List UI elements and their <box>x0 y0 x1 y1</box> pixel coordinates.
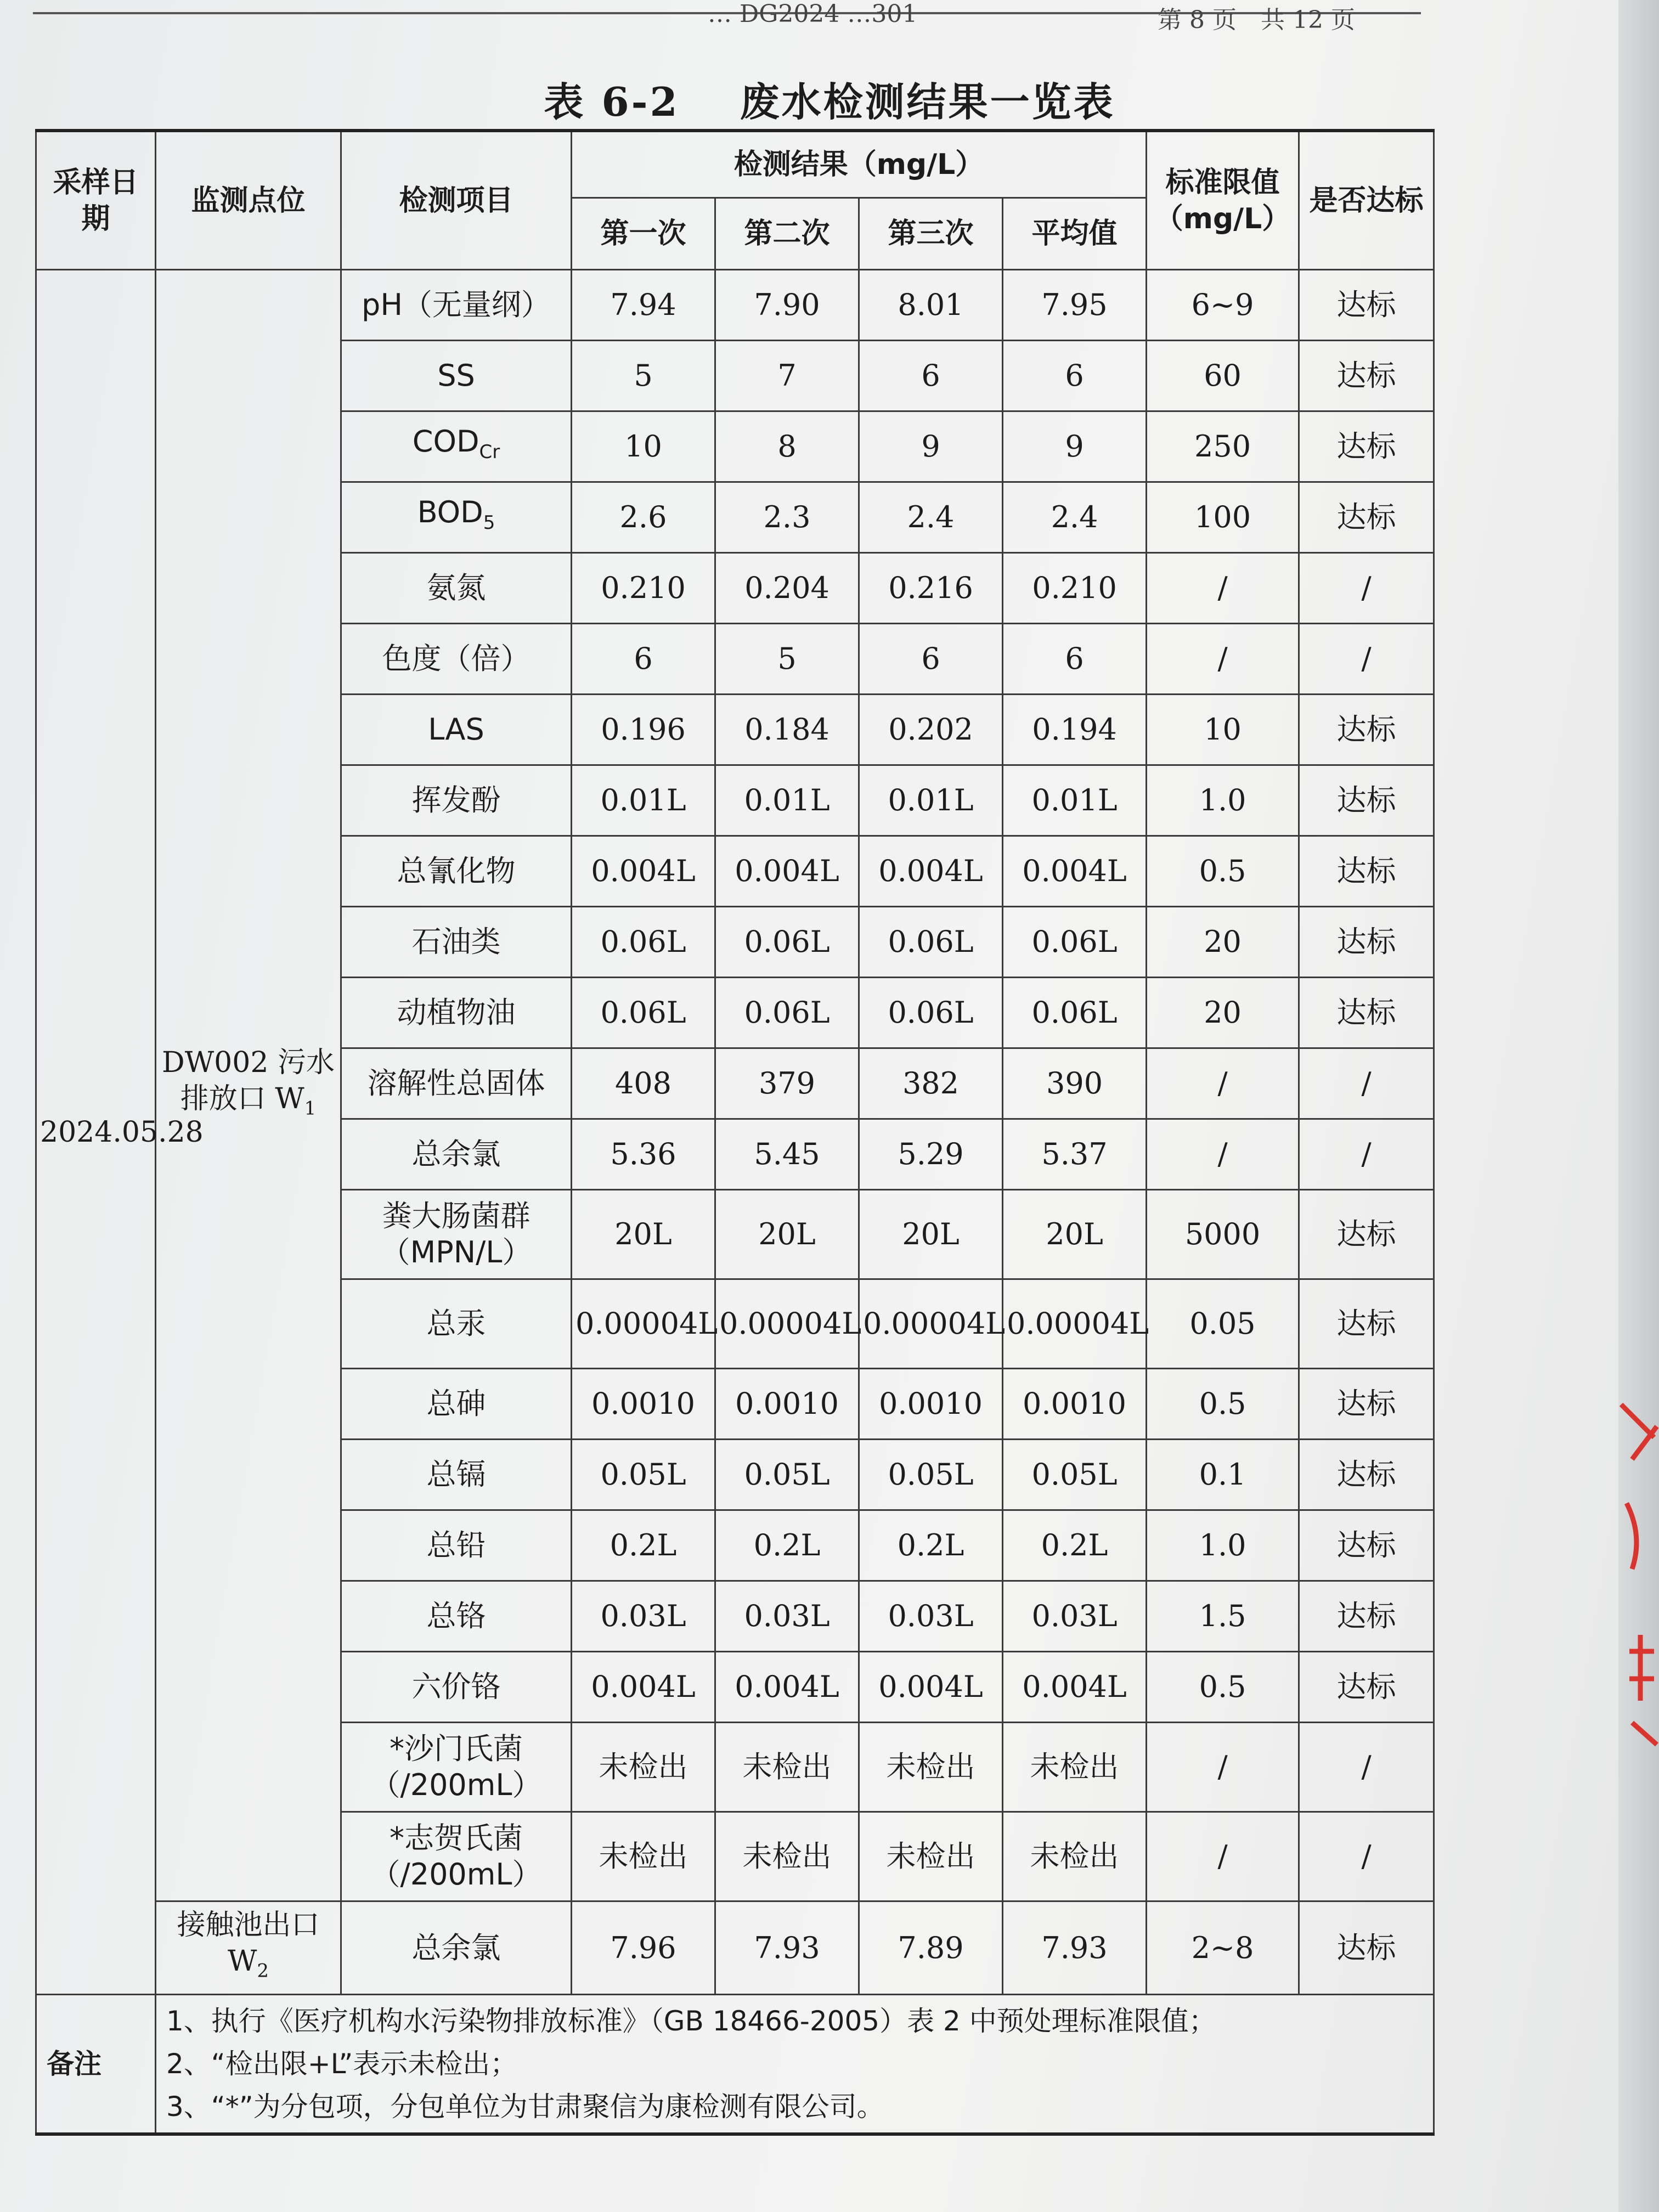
cell-avg: 0.00004L <box>1003 1279 1147 1369</box>
cell-avg: 7.93 <box>1003 1901 1147 1995</box>
header-item: 检测项目 <box>341 131 572 270</box>
cell-limit: 100 <box>1147 482 1299 553</box>
item-name-text: 总汞 <box>426 1306 486 1341</box>
item-subscript: Cr <box>479 441 500 463</box>
item-name-text: 色度（倍） <box>382 641 531 676</box>
cell-avg: 0.210 <box>1003 553 1147 624</box>
cell-limit: / <box>1147 624 1299 695</box>
cell-limit: 250 <box>1147 411 1299 482</box>
cell-v3: 0.2L <box>859 1510 1003 1581</box>
cell-v3: 0.03L <box>859 1581 1003 1652</box>
header-location: 监测点位 <box>156 131 341 270</box>
cell-limit: 0.1 <box>1147 1440 1299 1510</box>
cell-v2: 7.93 <box>715 1901 859 1995</box>
item-name <box>341 1510 572 1581</box>
item-name-text: 石油类 <box>411 924 501 959</box>
cell-avg: 0.194 <box>1003 695 1147 765</box>
cell-v3: 未检出 <box>859 1723 1003 1812</box>
cell-avg: 6 <box>1003 624 1147 695</box>
cell-v2: 0.00004L <box>715 1279 859 1369</box>
cell-ok: / <box>1299 1048 1434 1119</box>
cell-avg: 0.03L <box>1003 1581 1147 1652</box>
cell-ok: 达标 <box>1299 1279 1434 1369</box>
header-first: 第一次 <box>572 198 715 270</box>
header-second: 第二次 <box>715 198 859 270</box>
cell-v1: 0.210 <box>572 553 715 624</box>
location-w1-text: DW002 污水排放口 W <box>162 1046 335 1115</box>
item-name <box>341 1048 572 1119</box>
item-name <box>341 1723 572 1812</box>
header-third: 第三次 <box>859 198 1003 270</box>
cell-ok: 达标 <box>1299 836 1434 907</box>
item-subscript: 5 <box>483 511 495 534</box>
cell-ok: / <box>1299 1119 1434 1190</box>
cell-v2: 20L <box>715 1190 859 1279</box>
cell-v1: 0.06L <box>572 907 715 978</box>
cell-limit: 6~9 <box>1147 270 1299 341</box>
cell-avg: 6 <box>1003 341 1147 411</box>
remarks-label: 备注 <box>36 1995 156 2135</box>
cell-v1: 5.36 <box>572 1119 715 1190</box>
red-stamp-edge <box>1610 1393 1659 1778</box>
remark-line: 3、“*”为分包项，分包单位为甘肃聚信为康检测有限公司。 <box>166 2091 884 2123</box>
item-name <box>341 1581 572 1652</box>
remarks-row <box>36 1995 1434 2135</box>
cell-ok: / <box>1299 1812 1434 1901</box>
cell-ok: / <box>1299 624 1434 695</box>
cell-limit: 5000 <box>1147 1190 1299 1279</box>
cell-avg: 未检出 <box>1003 1723 1147 1812</box>
cell-v3: 0.004L <box>859 1652 1003 1723</box>
cell-ok: / <box>1299 553 1434 624</box>
cell-limit: 0.5 <box>1147 1652 1299 1723</box>
cell-avg: 0.01L <box>1003 765 1147 836</box>
cell-ok: 达标 <box>1299 341 1434 411</box>
cell-limit: 2~8 <box>1147 1901 1299 1995</box>
cell-v1: 6 <box>572 624 715 695</box>
cell-ok: 达标 <box>1299 1581 1434 1652</box>
cell-limit: / <box>1147 1723 1299 1812</box>
cell-ok: 达标 <box>1299 270 1434 341</box>
cell-v1: 0.004L <box>572 836 715 907</box>
location-w2 <box>156 1901 341 1995</box>
item-name <box>341 1812 572 1901</box>
item-name-text: 动植物油 <box>397 995 516 1030</box>
cell-v1: 0.05L <box>572 1440 715 1510</box>
cell-v3: 5.29 <box>859 1119 1003 1190</box>
item-name-text: *志贺氏菌（/200mL） <box>370 1821 542 1892</box>
item-name-text: 总氰化物 <box>397 854 516 888</box>
item-name <box>341 1369 572 1440</box>
item-name <box>341 553 572 624</box>
cell-v2: 0.004L <box>715 836 859 907</box>
cell-ok: / <box>1299 1723 1434 1812</box>
cell-avg: 390 <box>1003 1048 1147 1119</box>
cell-ok: 达标 <box>1299 411 1434 482</box>
cell-v1: 0.00004L <box>572 1279 715 1369</box>
cell-limit: 10 <box>1147 695 1299 765</box>
cell-v3: 20L <box>859 1190 1003 1279</box>
cell-v1: 未检出 <box>572 1812 715 1901</box>
cell-limit: / <box>1147 1119 1299 1190</box>
item-name <box>341 624 572 695</box>
cell-ok: 达标 <box>1299 1510 1434 1581</box>
cell-limit: / <box>1147 553 1299 624</box>
item-name-text: 总铬 <box>426 1599 486 1633</box>
cell-v2: 0.06L <box>715 978 859 1048</box>
cell-v1: 0.03L <box>572 1581 715 1652</box>
cell-avg: 未检出 <box>1003 1812 1147 1901</box>
item-name <box>341 1119 572 1190</box>
cell-avg: 0.05L <box>1003 1440 1147 1510</box>
cell-ok: 达标 <box>1299 1652 1434 1723</box>
header-average: 平均值 <box>1003 198 1147 270</box>
cell-limit: / <box>1147 1812 1299 1901</box>
next-sheet-edge <box>1618 0 1659 2212</box>
cell-v3: 未检出 <box>859 1812 1003 1901</box>
location-w2-text: 接触池出口 W <box>177 1908 320 1978</box>
cell-v3: 0.004L <box>859 836 1003 907</box>
cell-v1: 7.94 <box>572 270 715 341</box>
item-name <box>341 1279 572 1369</box>
remark-line: 2、“检出限+L”表示未检出； <box>166 2048 518 2080</box>
cell-v3: 0.01L <box>859 765 1003 836</box>
cell-ok: 达标 <box>1299 1190 1434 1279</box>
header-results: 检测结果（mg/L） <box>572 131 1147 198</box>
header-date: 采样日期 <box>36 131 156 270</box>
cell-v3: 0.216 <box>859 553 1003 624</box>
cell-avg: 0.004L <box>1003 836 1147 907</box>
cell-ok: 达标 <box>1299 978 1434 1048</box>
cell-avg: 0.0010 <box>1003 1369 1147 1440</box>
location-w1-sub: 1 <box>304 1097 317 1120</box>
cell-limit: 1.0 <box>1147 1510 1299 1581</box>
item-name <box>341 1190 572 1279</box>
cell-avg: 9 <box>1003 411 1147 482</box>
item-name-text: 挥发酚 <box>411 783 501 817</box>
cell-v1: 0.004L <box>572 1652 715 1723</box>
cell-avg: 0.06L <box>1003 978 1147 1048</box>
cell-v1: 7.96 <box>572 1901 715 1995</box>
location-w2-sub: 2 <box>257 1960 269 1982</box>
cell-v3: 0.0010 <box>859 1369 1003 1440</box>
cell-v2: 未检出 <box>715 1812 859 1901</box>
sample-date: 2024.05.28 <box>36 270 156 1995</box>
cell-limit: 0.5 <box>1147 1369 1299 1440</box>
document-code: … DG2024 …301 <box>708 0 918 28</box>
remark-line: 1、执行《医疗机构水污染物排放标准》（GB 18466-2005）表 2 中预处理标准限值； <box>166 2005 1216 2037</box>
cell-avg: 0.2L <box>1003 1510 1147 1581</box>
page-number: 第 8 页 共 12 页 <box>1158 6 1355 34</box>
header-limit: 标准限值（mg/L） <box>1147 131 1299 270</box>
cell-ok: 达标 <box>1299 1440 1434 1510</box>
cell-v2: 7 <box>715 341 859 411</box>
table-title-text: 废水检测结果一览表 <box>740 78 1115 125</box>
cell-limit: 0.5 <box>1147 836 1299 907</box>
cell-v2: 2.3 <box>715 482 859 553</box>
item-name-text: SS <box>437 358 475 393</box>
item-name-text: 总砷 <box>426 1386 486 1421</box>
item-name-text: 六价铬 <box>411 1669 501 1704</box>
cell-v2: 0.0010 <box>715 1369 859 1440</box>
item-name-text: COD <box>412 424 479 459</box>
cell-limit: 1.5 <box>1147 1581 1299 1652</box>
cell-avg: 0.004L <box>1003 1652 1147 1723</box>
cell-v1: 5 <box>572 341 715 411</box>
item-name <box>341 978 572 1048</box>
cell-limit: 20 <box>1147 978 1299 1048</box>
item-name <box>341 411 572 482</box>
item-name <box>341 836 572 907</box>
cell-v1: 0.06L <box>572 978 715 1048</box>
cell-ok: 达标 <box>1299 907 1434 978</box>
cell-v3: 0.06L <box>859 907 1003 978</box>
cell-v2: 5.45 <box>715 1119 859 1190</box>
cell-v2: 0.03L <box>715 1581 859 1652</box>
item-name <box>341 765 572 836</box>
table-row <box>36 270 1434 341</box>
item-name-text: 总铅 <box>426 1528 486 1562</box>
item-name-text: BOD <box>417 494 483 529</box>
cell-limit: 0.05 <box>1147 1279 1299 1369</box>
cell-v1: 408 <box>572 1048 715 1119</box>
table-number: 表 6-2 <box>544 78 680 125</box>
cell-v1: 20L <box>572 1190 715 1279</box>
cell-ok: 达标 <box>1299 482 1434 553</box>
remarks-content <box>156 1995 1434 2135</box>
cell-ok: 达标 <box>1299 765 1434 836</box>
cell-v2: 未检出 <box>715 1723 859 1812</box>
cell-v1: 未检出 <box>572 1723 715 1812</box>
cell-v3: 0.202 <box>859 695 1003 765</box>
cell-ok: 达标 <box>1299 1901 1434 1995</box>
cell-v1: 0.196 <box>572 695 715 765</box>
cell-avg: 0.06L <box>1003 907 1147 978</box>
cell-v2: 0.204 <box>715 553 859 624</box>
cell-ok: 达标 <box>1299 1369 1434 1440</box>
cell-v2: 8 <box>715 411 859 482</box>
item-name-text: *沙门氏菌（/200mL） <box>370 1731 542 1802</box>
cell-avg: 2.4 <box>1003 482 1147 553</box>
item-name-text: pH（无量纲） <box>362 287 551 322</box>
cell-limit: 20 <box>1147 907 1299 978</box>
cell-v3: 0.06L <box>859 978 1003 1048</box>
location-w1 <box>156 270 341 1901</box>
item-name-text: 氨氮 <box>426 571 486 605</box>
cell-v1: 10 <box>572 411 715 482</box>
header-compliant: 是否达标 <box>1299 131 1434 270</box>
table-title <box>0 70 1659 127</box>
cell-v3: 9 <box>859 411 1003 482</box>
item-name-text: LAS <box>428 712 484 747</box>
item-name <box>341 907 572 978</box>
item-name: 总余氯 <box>341 1901 572 1995</box>
cell-v3: 0.05L <box>859 1440 1003 1510</box>
cell-v3: 382 <box>859 1048 1003 1119</box>
cell-v2: 7.90 <box>715 270 859 341</box>
cell-avg: 7.95 <box>1003 270 1147 341</box>
item-name-text: 粪大肠菌群（MPN/L） <box>380 1199 532 1269</box>
cell-ok: 达标 <box>1299 695 1434 765</box>
item-name <box>341 695 572 765</box>
header-rule <box>33 0 1421 34</box>
cell-v2: 379 <box>715 1048 859 1119</box>
results-table <box>35 129 1435 2136</box>
cell-v1: 0.01L <box>572 765 715 836</box>
cell-avg: 5.37 <box>1003 1119 1147 1190</box>
cell-v3: 0.00004L <box>859 1279 1003 1369</box>
item-name-text: 总余氯 <box>411 1137 501 1171</box>
cell-v3: 2.4 <box>859 482 1003 553</box>
cell-v1: 2.6 <box>572 482 715 553</box>
table-row-w2 <box>36 1901 1434 1995</box>
cell-v3: 7.89 <box>859 1901 1003 1995</box>
cell-v3: 6 <box>859 341 1003 411</box>
cell-v2: 0.184 <box>715 695 859 765</box>
cell-v2: 0.004L <box>715 1652 859 1723</box>
item-name-text: 溶解性总固体 <box>367 1066 545 1101</box>
item-name <box>341 482 572 553</box>
cell-v3: 6 <box>859 624 1003 695</box>
item-name-text: 总镉 <box>426 1457 486 1492</box>
item-name <box>341 1652 572 1723</box>
cell-v1: 0.0010 <box>572 1369 715 1440</box>
cell-v2: 0.06L <box>715 907 859 978</box>
cell-avg: 20L <box>1003 1190 1147 1279</box>
cell-v1: 0.2L <box>572 1510 715 1581</box>
cell-limit: 1.0 <box>1147 765 1299 836</box>
cell-v2: 0.01L <box>715 765 859 836</box>
item-name <box>341 270 572 341</box>
cell-limit: / <box>1147 1048 1299 1119</box>
cell-v2: 0.2L <box>715 1510 859 1581</box>
item-name <box>341 341 572 411</box>
cell-v2: 0.05L <box>715 1440 859 1510</box>
item-name <box>341 1440 572 1510</box>
cell-limit: 60 <box>1147 341 1299 411</box>
cell-v3: 8.01 <box>859 270 1003 341</box>
cell-v2: 5 <box>715 624 859 695</box>
